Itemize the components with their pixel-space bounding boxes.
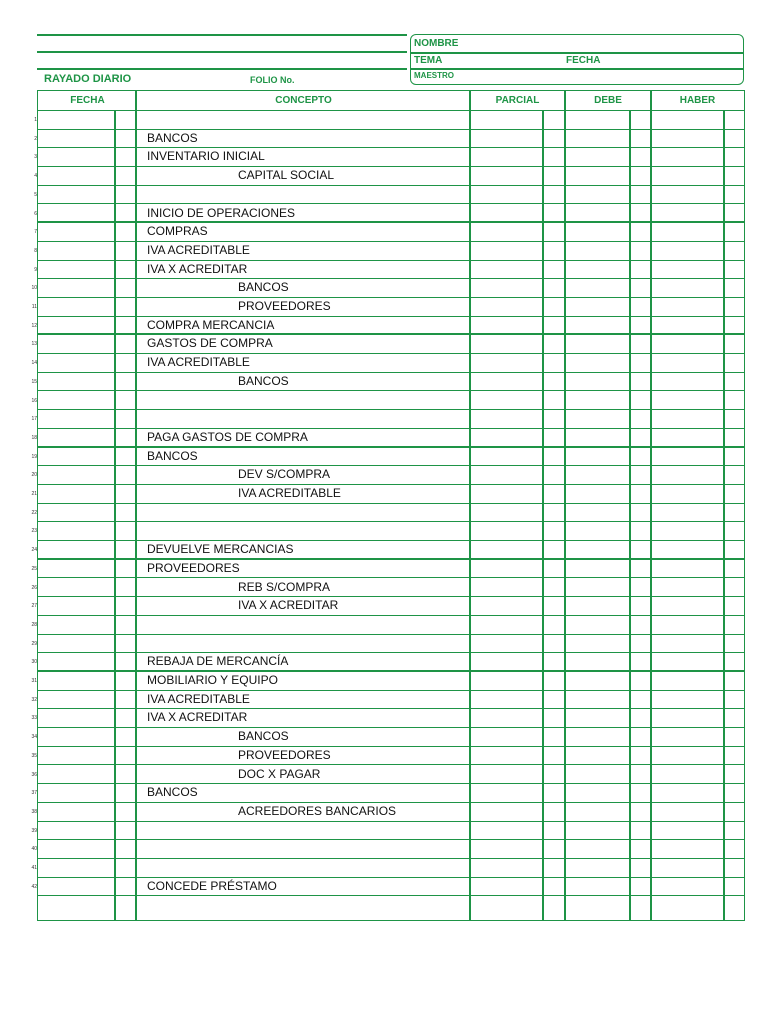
concept-cell: PROVEEDORES <box>147 560 240 575</box>
folio-label: FOLIO No. <box>250 75 295 85</box>
table-row <box>31 803 744 822</box>
concept-cell: DOC X PAGAR <box>238 766 321 781</box>
row-number: 39 <box>31 827 37 834</box>
concept-cell: COMPRAS <box>147 224 208 239</box>
name-line-top <box>37 34 407 36</box>
column-divider <box>650 91 652 920</box>
row-number: 12 <box>31 322 37 329</box>
info-separator <box>411 52 743 54</box>
table-row <box>31 466 744 485</box>
concept-cell: BANCOS <box>147 785 198 800</box>
row-number: 41 <box>31 865 37 871</box>
concept-cell: REB S/COMPRA <box>238 579 331 594</box>
concept-cell: DEV S/COMPRA <box>238 467 331 482</box>
row-number: 16 <box>31 397 37 404</box>
concept-cell: CAPITAL SOCIAL <box>238 168 335 183</box>
concepto-column-header: CONCEPTO <box>275 95 332 106</box>
row-number: 32 <box>31 696 37 703</box>
row-number: 15 <box>31 378 37 385</box>
parcial-column-header: PARCIAL <box>495 95 540 106</box>
concept-cell: BANCOS <box>238 280 289 295</box>
table-row <box>34 148 744 167</box>
table-row <box>31 522 744 541</box>
row-number: 37 <box>31 790 37 797</box>
table-row <box>31 728 744 747</box>
table-row <box>31 616 744 635</box>
row-number: 5 <box>34 191 37 198</box>
debe-column-header: DEBE <box>594 95 622 106</box>
row-number: 7 <box>34 229 37 236</box>
concept-cell: INICIO DE OPERACIONES <box>147 205 296 220</box>
row-number: 24 <box>31 547 37 554</box>
table-row <box>31 822 744 841</box>
page-title: RAYADO DIARIO <box>44 73 132 85</box>
table-row <box>31 354 744 373</box>
concept-cell: DEVUELVE MERCANCIAS <box>147 542 294 557</box>
concept-cell: CONCEDE PRÉSTAMO <box>147 878 277 893</box>
row-number: 22 <box>31 509 37 516</box>
concept-cell: IVA X ACREDITAR <box>147 710 248 725</box>
fecha-label: FECHA <box>566 55 601 66</box>
table-row <box>31 560 744 579</box>
row-number: 33 <box>31 715 37 722</box>
row-number: 9 <box>34 266 37 273</box>
tema-label: TEMA <box>414 55 443 66</box>
concept-cell: IVA ACREDITABLE <box>147 242 250 257</box>
concept-cell: IVA ACREDITABLE <box>147 691 250 706</box>
table-row <box>31 840 744 859</box>
table-row <box>31 317 744 336</box>
table-row <box>31 691 744 710</box>
row-number: 14 <box>31 360 37 367</box>
student-info-box <box>410 34 744 85</box>
row-number: 31 <box>31 678 37 684</box>
column-divider <box>723 111 725 920</box>
table-row <box>31 579 744 598</box>
column-divider <box>542 111 544 920</box>
concept-cell: MOBILIARIO Y EQUIPO <box>147 673 278 687</box>
table-row <box>34 223 744 242</box>
row-number: 2 <box>34 135 37 142</box>
fecha-column-header: FECHA <box>70 95 105 106</box>
table-row <box>34 205 744 224</box>
concept-cell: REBAJA DE MERCANCÍA <box>147 654 289 669</box>
row-number: 1 <box>34 117 37 123</box>
table-row <box>34 186 744 205</box>
table-row <box>31 298 744 317</box>
column-divider <box>564 91 566 920</box>
row-number: 17 <box>31 416 37 423</box>
ledger-header-row <box>38 91 744 111</box>
nombre-label: NOMBRE <box>414 38 459 49</box>
concept-cell: INVENTARIO INICIAL <box>147 149 265 164</box>
concept-cell: IVA ACREDITABLE <box>147 355 250 370</box>
table-row <box>31 859 744 878</box>
row-number: 21 <box>31 491 37 497</box>
row-number: 30 <box>31 659 37 666</box>
concept-cell: IVA X ACREDITAR <box>147 261 248 276</box>
table-row <box>31 373 744 392</box>
table-row <box>34 130 744 149</box>
column-divider <box>629 111 631 920</box>
concept-cell: BANCOS <box>238 729 289 744</box>
concept-cell: PROVEEDORES <box>238 299 331 313</box>
table-row <box>34 167 744 186</box>
concept-cell: IVA X ACREDITAR <box>238 598 339 613</box>
concept-cell: GASTOS DE COMPRA <box>147 336 273 351</box>
row-number: 25 <box>31 565 37 572</box>
table-row <box>31 429 744 448</box>
name-line-bottom <box>37 68 407 70</box>
row-number: 23 <box>31 528 37 535</box>
table-row <box>31 485 744 504</box>
row-number: 35 <box>31 752 37 759</box>
table-row <box>31 635 744 654</box>
concept-cell: IVA ACREDITABLE <box>238 486 341 500</box>
row-number: 13 <box>31 341 37 348</box>
row-number: 20 <box>31 472 37 479</box>
column-divider <box>114 111 116 920</box>
row-number: 40 <box>31 846 37 853</box>
table-row <box>31 672 744 691</box>
table-row <box>31 653 744 672</box>
concept-cell: PAGA GASTOS DE COMPRA <box>147 429 308 444</box>
row-number: 26 <box>31 584 37 591</box>
haber-column-header: HABER <box>679 95 716 106</box>
table-row <box>31 335 744 354</box>
name-line-middle <box>37 51 407 53</box>
table-row <box>31 709 744 728</box>
concept-cell: BANCOS <box>147 448 198 463</box>
table-row <box>31 504 744 523</box>
column-divider <box>469 91 471 920</box>
journal-ledger <box>31 90 745 921</box>
table-row <box>34 261 744 280</box>
table-row <box>31 878 744 897</box>
table-row <box>31 448 744 467</box>
concept-cell: ACREEDORES BANCARIOS <box>238 803 397 818</box>
row-number: 27 <box>31 603 37 610</box>
table-row <box>31 784 744 803</box>
maestro-label: MAESTRO <box>414 71 454 80</box>
table-row <box>31 392 744 411</box>
info-separator <box>411 68 743 70</box>
table-row <box>31 597 744 616</box>
table-row <box>34 111 744 130</box>
table-row <box>31 766 744 785</box>
column-divider <box>135 91 137 920</box>
row-number: 3 <box>34 154 37 161</box>
row-number: 42 <box>31 883 37 890</box>
row-number: 34 <box>31 734 37 741</box>
row-number: 10 <box>31 285 37 292</box>
row-number: 29 <box>31 640 37 647</box>
table-row <box>31 541 744 560</box>
row-number: 8 <box>34 247 37 254</box>
table-row <box>31 747 744 766</box>
table-row <box>31 279 744 298</box>
concept-cell: PROVEEDORES <box>238 747 331 762</box>
concept-cell: BANCOS <box>147 130 198 145</box>
row-number: 4 <box>34 173 37 180</box>
row-number: 19 <box>31 453 37 460</box>
row-number: 38 <box>31 808 37 815</box>
row-number: 28 <box>31 621 37 628</box>
row-number: 18 <box>31 434 37 441</box>
concept-cell: COMPRA MERCANCIA <box>147 317 275 332</box>
table-row <box>34 242 744 261</box>
row-number: 6 <box>34 210 37 217</box>
row-number: 11 <box>31 304 37 310</box>
table-row <box>31 410 744 429</box>
concept-cell: BANCOS <box>238 373 289 388</box>
row-number: 36 <box>31 771 37 778</box>
